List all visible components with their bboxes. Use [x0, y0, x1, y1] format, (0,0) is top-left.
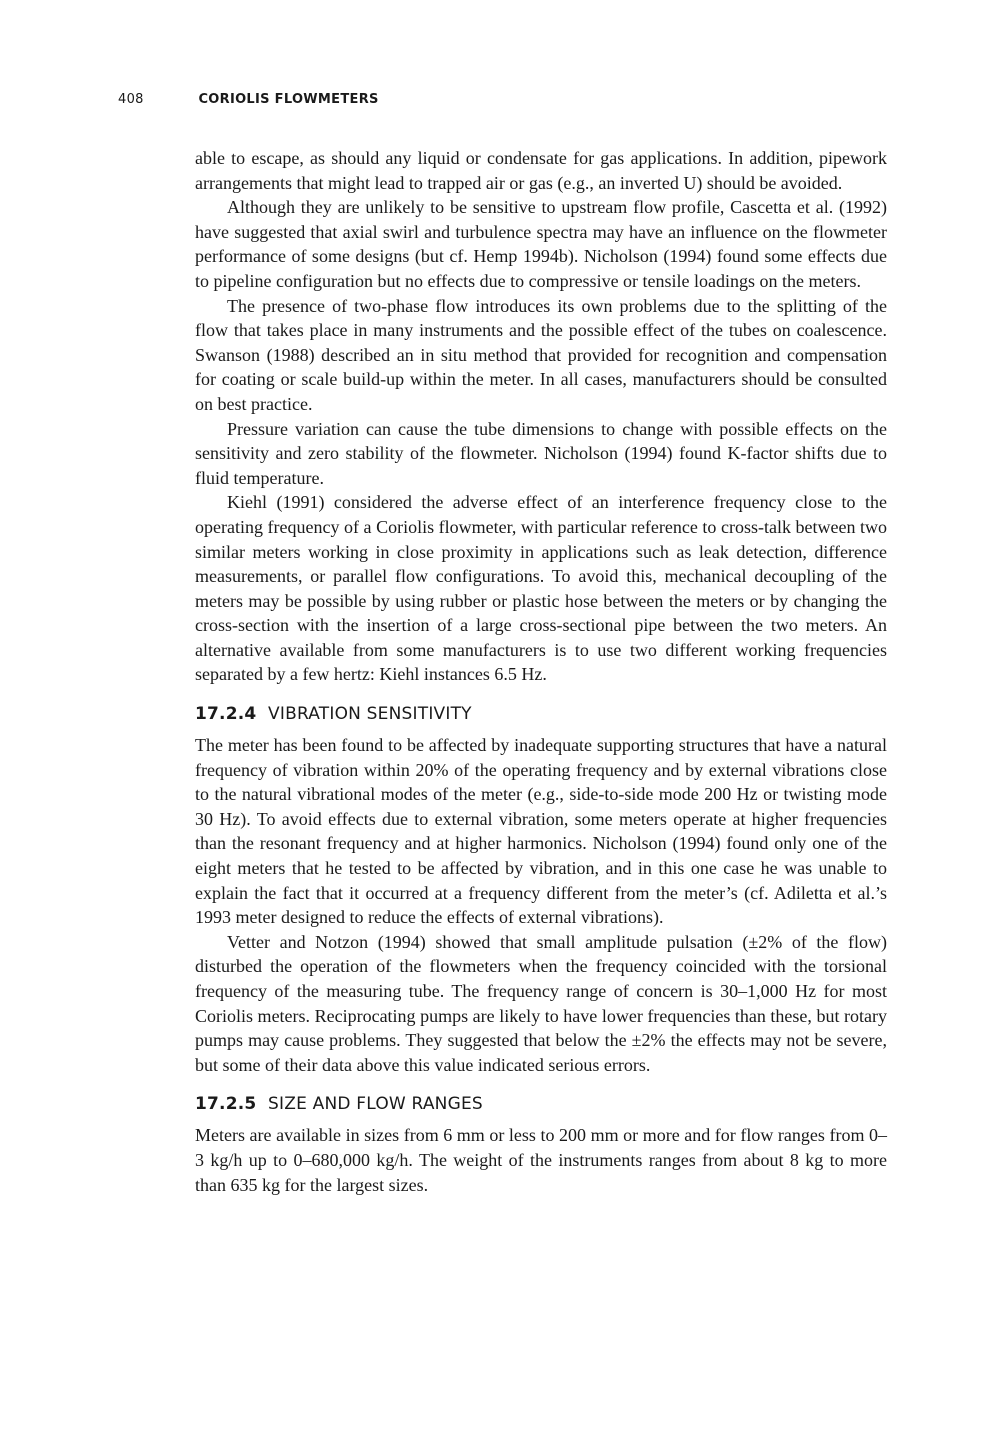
- page-body: [195, 146, 887, 1197]
- paragraph: The presence of two-phase flow introduces its own problems due to the splitting of the flow that takes place in many instruments and the possible effect of the tubes on coalescence. Swanson (1988) described an in situ method that provided for recognition and compensation for coating or scale build-up within the meter. In all cases, manufacturers should be consulted on best practice.: [195, 295, 887, 414]
- section-heading: [195, 1093, 887, 1115]
- section-title: VIBRATION SENSITIVITY: [268, 704, 472, 725]
- page-number: 408: [118, 92, 144, 107]
- section-heading: [195, 703, 887, 725]
- paragraph: Vetter and Notzon (1994) showed that small amplitude pulsation (±2% of the flow) disturbed the operation of the flowmeters when the frequency coincided with the torsional frequency of the measuring tube. The frequency range of concern is 30–1,000 Hz for most Coriolis meters. Reciprocating pumps are likely to have lower frequencies than these, but rotary pumps may cause problems. They suggested that below the ±2% the effects may not be severe, but some of their data above this value indicated serious errors.: [195, 931, 887, 1075]
- paragraph: Pressure variation can cause the tube dimensions to change with possible effects on the sensitivity and zero stability of the flowmeter. Nicholson (1994) found K-factor shifts due to fluid temperature.: [195, 418, 887, 488]
- section-title: SIZE AND FLOW RANGES: [268, 1094, 483, 1115]
- paragraph: Although they are unlikely to be sensitive to upstream flow profile, Cascetta et al. (1992) have suggested that axial swirl and turbulence spectra may have an influence on the flowmeter performance of some designs (but cf. Hemp 1994b). Nicholson (1994) found some effects due to pipeline configuration but no effects due to compressive or tensile loadings on the meters.: [195, 197, 887, 291]
- section-number: 17.2.5: [195, 1094, 257, 1115]
- paragraph: The meter has been found to be affected by inadequate supporting structures that have a natural frequency of vibration within 20% of the operating frequency and by external vibrations close to the natural vibrational modes of the meter (e.g., side-to-side mode 200 Hz or twisting mode 30 Hz). To avoid effects due to external vibration, some meters operate at higher frequencies than the resonant frequency and at higher harmonics. Nicholson (1994) found only one of the eight meters that he tested to be affected by vibration, and in this one case he was unable to explain the fact that it occurred at a frequency different from the meter’s (cf. Adiletta et al.’s 1993 meter designed to reduce the effects of external vibrations).: [195, 735, 887, 928]
- paragraph: Kiehl (1991) considered the adverse effect of an interference frequency close to the operating frequency of a Coriolis flowmeter, with particular reference to cross-talk between two similar meters working in close proximity in applications such as leak detection, difference measurements, or parallel flow configurations. To avoid this, mechanical decoupling of the meters may be possible by using rubber or plastic hose between the meters or by changing the cross-section with the insertion of a large cross-sectional pipe between the two meters. An alternative available from some manufacturers is to use two different working frequencies separated by a few hertz: Kiehl instances 6.5 Hz.: [195, 492, 887, 685]
- paragraph: Meters are available in sizes from 6 mm or less to 200 mm or more and for flow ranges from 0–3 kg/h up to 0–680,000 kg/h. The weight of the instruments ranges from about 8 kg to more than 635 kg for the largest sizes.: [195, 1125, 887, 1195]
- running-header: [118, 92, 379, 107]
- section-number: 17.2.4: [195, 704, 257, 725]
- running-title: CORIOLIS FLOWMETERS: [198, 92, 379, 107]
- paragraph: able to escape, as should any liquid or condensate for gas applications. In addition, pipework arrangements that might lead to trapped air or gas (e.g., an inverted U) should be avoided.: [195, 148, 887, 193]
